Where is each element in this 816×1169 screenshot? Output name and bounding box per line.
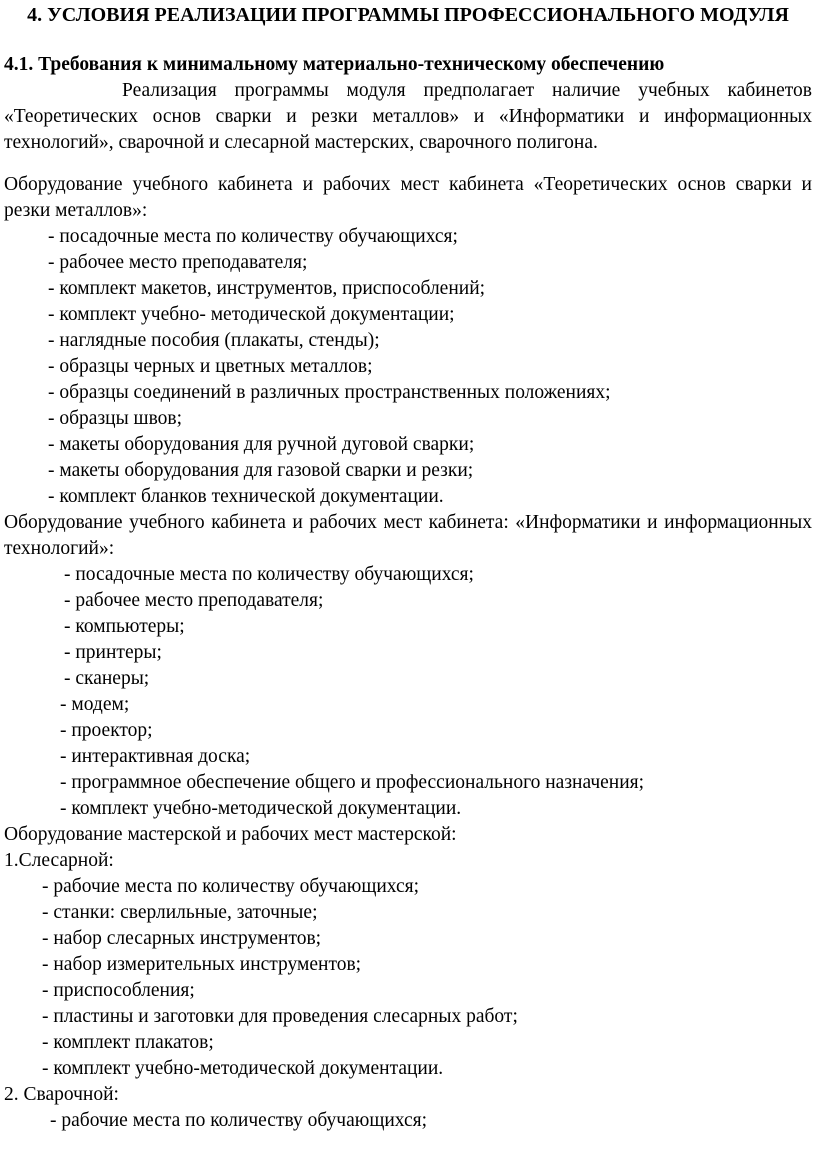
list-item: - рабочие места по количеству обучающихся; [42,876,420,897]
welding-label: 2. Сварочной: [4,1084,119,1105]
list-item: - образцы соединений в различных пространственных положениях; [48,382,611,403]
locksmith-list [4,874,812,1082]
list-item: - интерактивная доска; [60,746,251,767]
list-item: - макеты оборудования для газовой сварки и резки; [48,460,474,481]
list-item: - комплект макетов, инструментов, приспособлений; [48,278,486,299]
list-item: - образцы швов; [48,408,183,429]
list-item: - проектор; [60,720,153,741]
list-item: - сканеры; [64,668,150,689]
list-item: - комплект учебно-методической документации. [42,1058,444,1079]
section-intro: Реализация программы модуля предполагает наличие учебных кабинетов «Теоретических основ сварки и резки металлов» и «Информатики и информационных технологий», сварочной и слесарной мастерских, сварочного полигона. [4,80,812,153]
list-item: - посадочные места по количеству обучающихся; [64,564,474,585]
list-item: - рабочее место преподавателя; [64,590,324,611]
list-item: - комплект бланков технической документации. [48,486,444,507]
section-heading: 4.1. Требования к минимальному материально-техническому обеспечению [4,54,665,75]
list-item: - набор слесарных инструментов; [42,928,322,949]
list-item: - приспособления; [42,980,195,1001]
list-item: - посадочные места по количеству обучающихся; [48,226,458,247]
list-item: - макеты оборудования для ручной дуговой сварки; [48,434,475,455]
list-item: - станки: сверлильные, заточные; [42,902,318,923]
welding-list [4,1108,812,1134]
list-item: - комплект учебно-методической документации. [60,798,462,819]
list-item: - комплект плакатов; [42,1032,214,1053]
cabinet1-list [4,224,812,510]
list-item: - наглядные пособия (плакаты, стенды); [48,330,380,351]
cabinet2-list [4,562,812,822]
list-item: - набор измерительных инструментов; [42,954,362,975]
list-item: - принтеры; [64,642,162,663]
document-page [4,2,812,1134]
list-item: - образцы черных и цветных металлов; [48,356,373,377]
cabinet1-heading: Оборудование учебного кабинета и рабочих мест кабинета «Теоретических основ сварки и резки металлов»: [4,174,812,221]
list-item: - пластины и заготовки для проведения слесарных работ; [42,1006,518,1027]
list-item: - рабочие места по количеству обучающихся; [50,1110,428,1131]
cabinet2-heading: Оборудование учебного кабинета и рабочих мест кабинета: «Информатики и информационных технологий»: [4,512,812,559]
list-item: - программное обеспечение общего и профессионального назначения; [60,772,645,793]
list-item: - рабочее место преподавателя; [48,252,308,273]
list-item: - компьютеры; [64,616,185,637]
locksmith-label: 1.Слесарной: [4,850,114,871]
page-title: 4. УСЛОВИЯ РЕАЛИЗАЦИИ ПРОГРАММЫ ПРОФЕССИОНАЛЬНОГО МОДУЛЯ [27,4,789,26]
list-item: - модем; [60,694,130,715]
list-item: - комплект учебно- методической документации; [48,304,455,325]
workshop-heading: Оборудование мастерской и рабочих мест мастерской: [4,824,457,845]
